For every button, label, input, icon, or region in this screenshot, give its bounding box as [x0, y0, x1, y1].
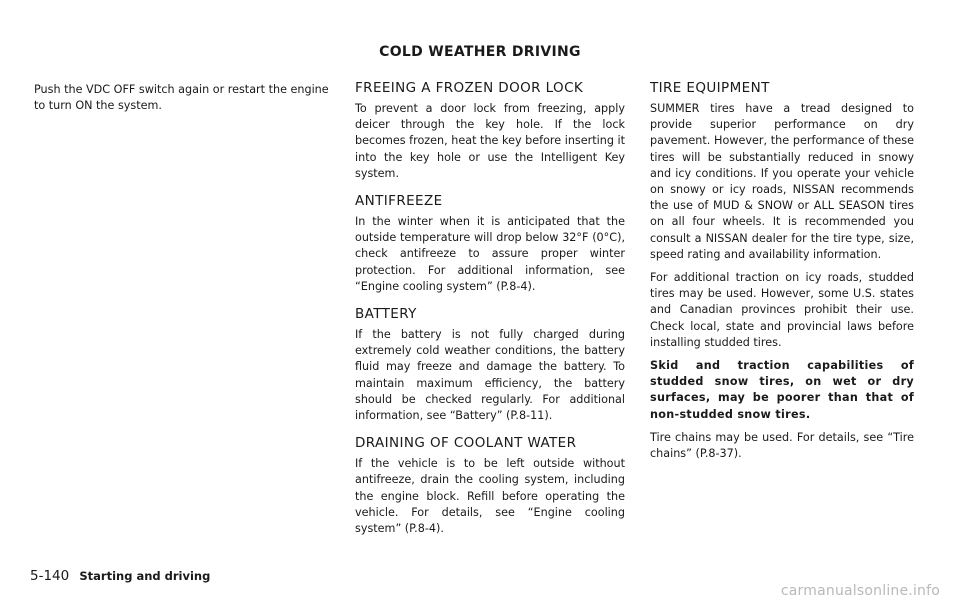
- coolant-text: If the vehicle is to be left outside without antifreeze, drain the cooling system, including the engine block. Refill before operating the vehicle. For details, see “Engine cooling system” (P.8-4).: [355, 457, 625, 536]
- tire-paragraph-4: Tire chains may be used. For details, see “Tire chains” (P.8-37).: [650, 430, 914, 461]
- column-middle: [355, 80, 625, 544]
- antifreeze-text: In the winter when it is anticipated that the outside temperature will drop below 32°F (0°C), check antifreeze to assure proper winter protection. For additional information, see “Engine cooling system” (P.8-4).: [355, 215, 625, 293]
- frozen-door-lock-text: To prevent a door lock from freezing, apply deicer through the key hole. If the lock becomes frozen, heat the key before inserting it into the key hole or use the Intelligent Key system.: [355, 102, 625, 180]
- page-number: 5-140: [30, 568, 70, 584]
- vdc-paragraph: Push the VDC OFF switch again or restart the engine to turn ON the system.: [34, 83, 329, 113]
- tire-paragraph-2: For additional traction on icy roads, studded tires may be used. However, some U.S. states and Canadian provinces prohibit their use. Check local, state and provincial laws before installing studded tires.: [650, 271, 914, 349]
- tire-paragraph-1: SUMMER tires have a tread designed to provide superior performance on dry pavement. However, the performance of these tires will be substantially reduced in snowy and icy conditions. If you operate your vehicle on snowy or icy roads, NISSAN recommends the use of MUD & SNOW or ALL SEASON tires on all four wheels. It is recommended you consult a NISSAN dealer for the tire type, size, speed rating and availability information.: [650, 102, 914, 261]
- tire-warning-paragraph: Skid and traction capabilities of studded snow tires, on wet or dry surfaces, may be poorer than that of non-studded snow tires.: [650, 359, 914, 421]
- section-heading-coolant: DRAINING OF COOLANT WATER: [355, 435, 577, 452]
- watermark: carmanualsonline.info: [780, 583, 940, 599]
- column-right: [650, 80, 914, 469]
- section-name: Starting and driving: [79, 569, 211, 583]
- page-footer: [30, 568, 210, 584]
- section-heading-frozen-door-lock: FREEING A FROZEN DOOR LOCK: [355, 80, 584, 96]
- section-heading-tire-equipment: TIRE EQUIPMENT: [650, 80, 770, 96]
- battery-text: If the battery is not fully charged during extremely cold weather conditions, the battery fluid may freeze and damage the battery. To maintain maximum efficiency, the battery should be checked regularly. For additional information, see “Battery” (P.8-11).: [355, 328, 625, 423]
- page-title: COLD WEATHER DRIVING: [379, 44, 581, 60]
- column-left: [34, 82, 334, 121]
- section-heading-battery: BATTERY: [355, 306, 417, 323]
- section-heading-antifreeze: ANTIFREEZE: [355, 193, 443, 210]
